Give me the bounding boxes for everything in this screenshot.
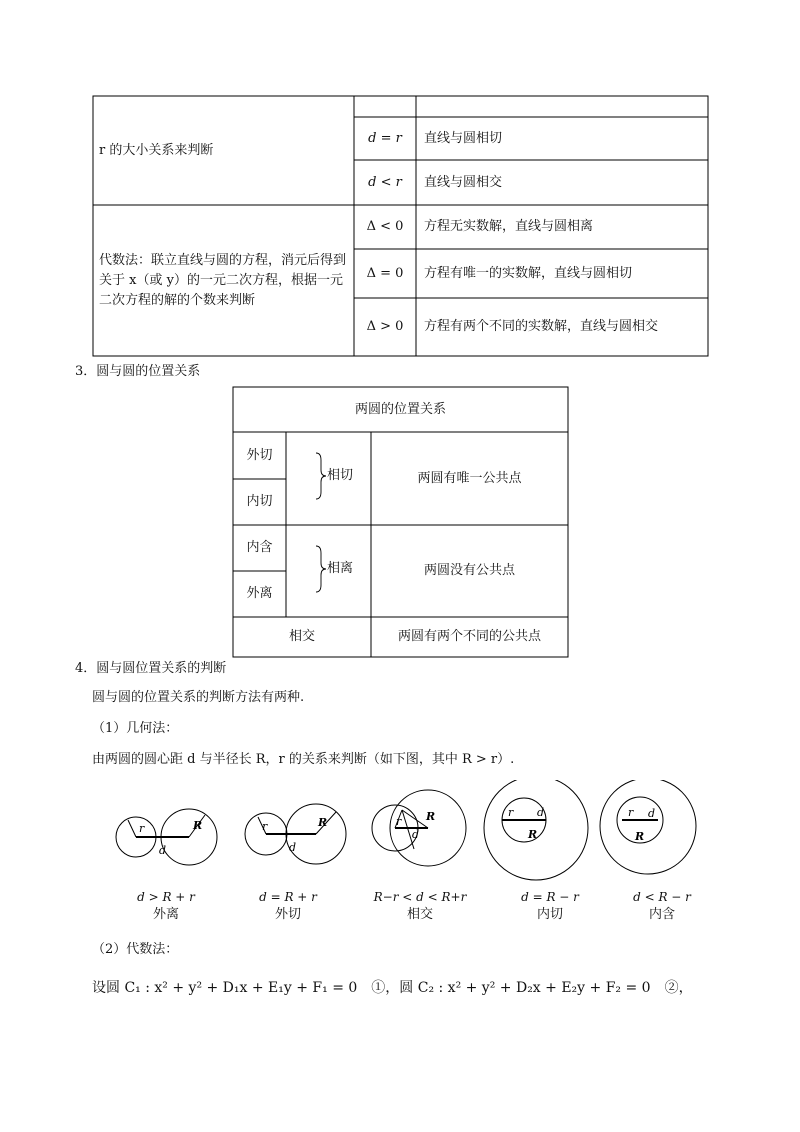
method1-label: （1）几何法： <box>92 721 179 736</box>
fig-label: R <box>426 810 436 823</box>
fig-caption-5: d < R − r 内含 <box>633 890 691 922</box>
geo-method-text: r 的大小关系来判断 <box>99 142 214 158</box>
fig-label: r <box>508 806 514 819</box>
group-label: 相切 <box>327 468 354 483</box>
fig-caption-1: d > R + r 外离 <box>137 890 195 922</box>
cond-cell: d = r <box>368 130 402 146</box>
result-cell: 直线与圆相切 <box>424 130 503 146</box>
cond-cell: Δ = 0 <box>366 265 404 281</box>
geo-method-cell <box>99 96 349 205</box>
fig-label: R <box>635 830 645 843</box>
circles-figure <box>0 780 800 895</box>
fig-label: r <box>396 815 402 828</box>
fig-label: d <box>289 841 297 854</box>
section4-heading: 4．圆与圆位置关系的判断 <box>75 661 227 676</box>
fig-label: R <box>318 816 328 829</box>
result-cell: 方程有唯一的实数解，直线与圆相切 <box>424 265 633 281</box>
fig-caption-3: R−r < d < R+r 相交 <box>373 890 467 922</box>
alg-method-cell <box>99 205 351 356</box>
sub-cell: 内含 <box>246 540 273 555</box>
method2-label: （2）代数法： <box>92 942 179 957</box>
sub-cell: 内切 <box>246 494 273 509</box>
desc-cell: 两圆有两个不同的公共点 <box>397 629 541 644</box>
fig-label: d <box>159 844 167 857</box>
fig-label: R <box>528 828 538 841</box>
sub-cell: 外离 <box>246 586 273 601</box>
cond-cell: d < r <box>368 174 402 190</box>
cond-cell: Δ < 0 <box>366 219 404 234</box>
desc-cell: 两圆有唯一公共点 <box>417 470 522 486</box>
table2-header: 两圆的位置关系 <box>354 401 446 417</box>
group-cell: 相交 <box>288 629 315 644</box>
fig-caption-4: d = R − r 内切 <box>521 890 579 922</box>
fig-label: r <box>139 822 145 835</box>
result-cell: 直线与圆相交 <box>424 174 503 190</box>
circle-equations: 设圆 C₁ : x² + y² + D₁x + E₁y + F₁ = 0 ①，圆 C₂ : x² + y² + D₂x + E₂y + F₂ = 0 ②， <box>92 980 693 996</box>
result-cell: 方程有两个不同的实数解，直线与圆相交 <box>424 319 659 334</box>
result-cell: 方程无实数解，直线与圆相离 <box>424 219 594 234</box>
fig-label: d <box>537 806 545 819</box>
fig-label: r <box>262 820 268 833</box>
fig-label: r <box>628 806 634 819</box>
fig-label: R <box>193 819 203 832</box>
fig-label: d <box>412 828 420 841</box>
cond-cell: Δ > 0 <box>366 319 404 334</box>
result-cell <box>424 96 704 117</box>
group-label: 相离 <box>327 561 354 576</box>
cond-cell <box>354 96 416 117</box>
desc-cell: 两圆没有公共点 <box>423 563 515 578</box>
sub-cell: 外切 <box>246 447 273 463</box>
fig-caption-2: d = R + r 外切 <box>259 890 317 922</box>
section3-heading: 3．圆与圆的位置关系 <box>75 364 201 379</box>
method1-desc: 由两圆的圆心距 d 与半径长 R，r 的关系来判断（如下图，其中 R > r）. <box>92 752 515 767</box>
fig-label: d <box>648 807 656 820</box>
intro-text: 圆与圆的位置关系的判断方法有两种. <box>92 690 305 705</box>
alg-method-text: 代数法：联立直线与圆的方程，消元后得到关于 x（或 y）的一元二次方程，根据一元二次方程的解的个数来判断 <box>99 252 347 308</box>
